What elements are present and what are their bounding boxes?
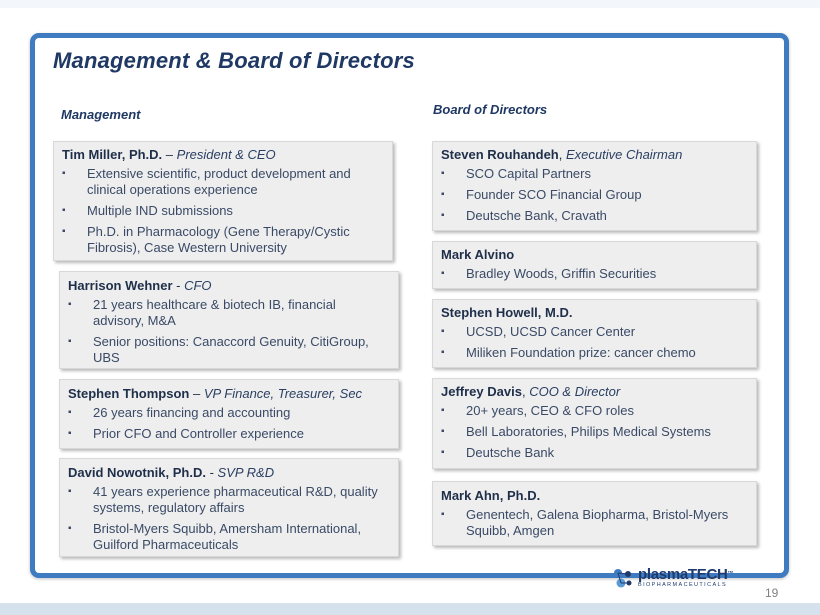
bullet-item: ▪ Founder SCO Financial Group <box>441 187 748 203</box>
bullet-item: ▪ Bradley Woods, Griffin Securities <box>441 266 748 282</box>
bullet-item: ▪ 20+ years, CEO & CFO roles <box>441 403 748 419</box>
logo-brand-part2: TECH <box>687 566 728 583</box>
top-band <box>0 0 820 8</box>
person-name: David Nowotnik, Ph.D. <box>68 465 206 480</box>
role-separator: – <box>189 386 204 401</box>
role-separator: - <box>205 465 218 480</box>
person-card-stephen-thompson <box>59 379 399 449</box>
bullet-item: ▪ Deutsche Bank <box>441 445 748 461</box>
bullet-list <box>441 266 748 282</box>
bullet-list <box>68 405 390 442</box>
bullet-list <box>441 166 748 224</box>
person-name: Stephen Thompson <box>68 386 190 401</box>
person-role: CFO <box>184 278 212 293</box>
bullet-list <box>441 324 748 361</box>
person-name: Mark Ahn, Ph.D. <box>441 488 541 503</box>
bullet-item: ▪ Genentech, Galena Biopharma, Bristol-Myers Squibb, Amgen <box>441 507 748 539</box>
bullet-item: ▪ 26 years financing and accounting <box>68 405 390 421</box>
person-card-jeffrey-davis <box>432 378 757 469</box>
logo-brand-part1: plasma <box>638 566 688 583</box>
person-role: SVP R&D <box>217 465 275 480</box>
bullet-item: ▪ UCSD, UCSD Cancer Center <box>441 324 748 340</box>
bullet-item: ▪ 41 years experience pharmaceutical R&D, quality systems, regulatory affairs <box>68 484 390 516</box>
person-role: COO & Director <box>529 384 621 399</box>
bullet-item: ▪ SCO Capital Partners <box>441 166 748 182</box>
person-card-mark-alvino <box>432 241 757 289</box>
bullet-item: ▪ Multiple IND submissions <box>62 203 384 219</box>
trademark-symbol: ™ <box>727 571 734 577</box>
bullet-item: ▪ Deutsche Bank, Cravath <box>441 208 748 224</box>
person-name: Harrison Wehner <box>68 278 173 293</box>
board-heading: Board of Directors <box>433 102 548 117</box>
bullet-item: ▪ Ph.D. in Pharmacology (Gene Therapy/Cystic Fibrosis), Case Western University <box>62 224 384 256</box>
person-role: Executive Chairman <box>565 147 683 162</box>
bullet-list <box>62 166 384 256</box>
bullet-list <box>68 484 390 553</box>
bottom-band <box>0 603 820 615</box>
person-name: Mark Alvino <box>441 247 515 262</box>
slide-title: Management & Board of Directors <box>53 48 415 73</box>
role-separator: , <box>521 384 530 399</box>
person-card-harrison-wehner <box>59 271 399 369</box>
bullet-item: ▪ Bristol-Myers Squibb, Amersham International, Guilford Pharmaceuticals <box>68 521 390 553</box>
bullet-item: ▪ Bell Laboratories, Philips Medical Systems <box>441 424 748 440</box>
bullet-list <box>68 297 390 366</box>
person-card-mark-ahn <box>432 481 757 546</box>
person-role: VP Finance, Treasurer, Sec <box>203 386 363 401</box>
bullet-item: ▪ Extensive scientific, product development and clinical operations experience <box>62 166 384 198</box>
person-card-david-nowotnik <box>59 458 399 557</box>
person-name: Steven Rouhandeh <box>441 147 559 162</box>
plasmatech-logo <box>612 566 760 590</box>
bullet-item: ▪ 21 years healthcare & biotech IB, financial advisory, M&A <box>68 297 390 329</box>
role-separator: – <box>162 147 177 162</box>
person-name: Jeffrey Davis <box>441 384 522 399</box>
person-card-stephen-howell <box>432 299 757 368</box>
bullet-item: ▪ Prior CFO and Controller experience <box>68 426 390 442</box>
person-role: President & CEO <box>176 147 276 162</box>
management-heading: Management <box>61 107 141 122</box>
bullet-list <box>441 507 748 539</box>
role-separator: - <box>172 278 185 293</box>
person-card-steven-rouhandeh <box>432 141 757 231</box>
bullet-item: ▪ Miliken Foundation prize: cancer chemo <box>441 345 748 361</box>
person-card-tim-miller <box>53 141 393 261</box>
person-name: Stephen Howell, M.D. <box>441 305 573 320</box>
page-number: 19 <box>765 586 779 600</box>
bullet-list <box>441 403 748 461</box>
person-name: Tim Miller, Ph.D. <box>62 147 163 162</box>
molecule-icon <box>612 567 634 589</box>
logo-subtitle: BIOPHARMACEUTICALS <box>638 582 728 588</box>
role-separator: , <box>558 147 566 162</box>
bullet-item: ▪ Senior positions: Canaccord Genuity, CitiGroup, UBS <box>68 334 390 366</box>
